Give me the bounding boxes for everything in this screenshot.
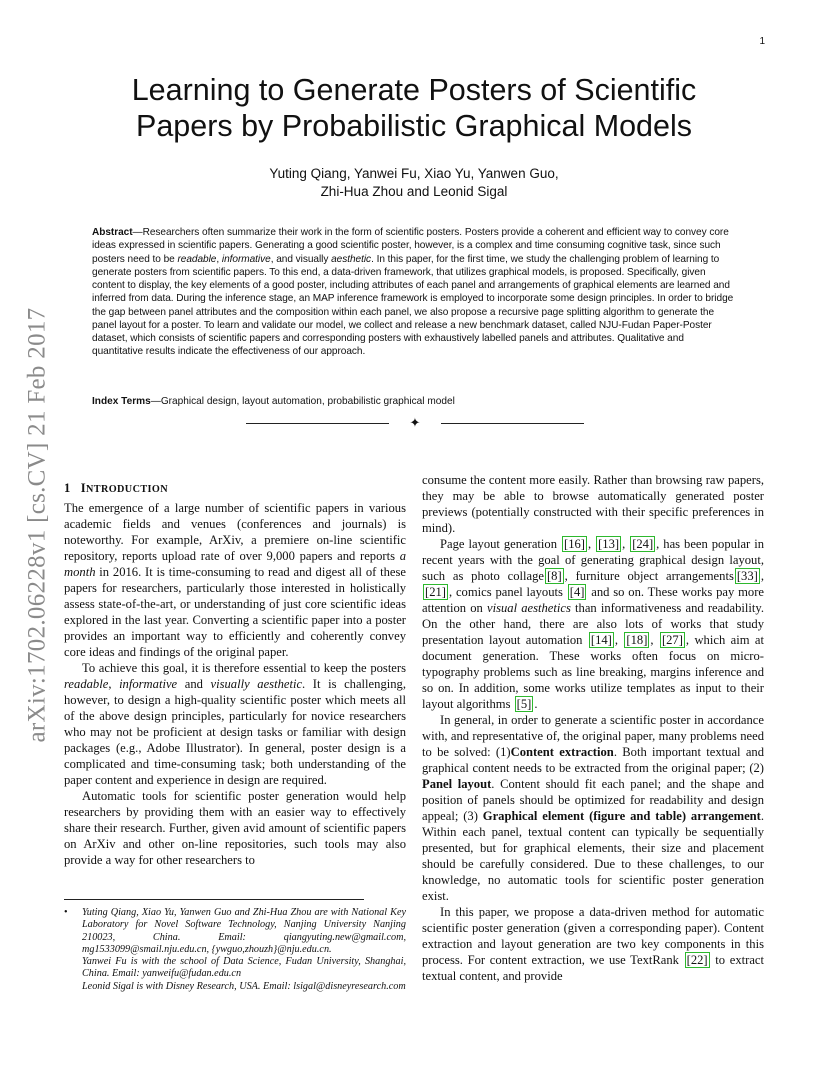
text-run: , furniture object arrangements	[564, 569, 734, 583]
abstract-text-b: . In this paper, for the first time, we study the challenging problem of learning to generate posters from scientific papers. To this end, a data-driven framework, that utilizes graphical models, is proposed. Specifically, given content to display, the key elements of a good poster, including attributes of each panel and arrangements of graphical elements are learned and inferred from data. During the inference stage, an MAP inference framework is employed to incorporate some design principles. In order to bridge the gap between panel attributes and the composition within each panel, we also propose a recursive page splitting algorithm to generate the panel layout for a poster. To learn and validate our model, we collect and release a new benchmark dataset, called NJU-Fudan Paper-Poster dataset, which consists of scientific papers and corresponding posters with exhaustively labelled panels and attributes. Qualitative and quantitative results indicate the effectiveness of our approach.	[92, 253, 734, 358]
citation-8[interactable]: [8]	[546, 569, 562, 583]
title-line-1: Learning to Generate Posters of Scientific	[131, 73, 697, 107]
section-title-initial: I	[80, 481, 87, 495]
right-paragraph-1: consume the content more easily. Rather than browsing raw papers, they may be able to browse automatically generated poster previews (potentially constructed with their specific preferences in mind).	[422, 473, 764, 535]
section-heading-introduction	[64, 480, 406, 498]
bold-panel-layout: Panel layout	[422, 777, 492, 791]
index-terms-text: Graphical design, layout automation, probabilistic graphical model	[160, 396, 455, 407]
footnote-body	[82, 907, 406, 993]
text-run: The emergence of a large number of scientific papers in various academic fields and venues (conferences and journals) is noteworthy. For example, ArXiv, a premiere on-line scientific repository, reports upload rate of over 9,000 papers and reports	[64, 501, 406, 563]
em-run: visual aesthetics	[486, 601, 571, 615]
text-run: than informativeness and readability. On the other hand, there are also lots of works that study presentation layout automation	[422, 601, 764, 647]
text-run: . Within each panel, textual content can typically be sequentially presented, but for graphical elements, their size and placement should be carefully considered. Due to these challenges, to our knowledge, no automatic tools for scientific poster generation exist.	[422, 809, 765, 903]
text-run: . Content should fit each panel; and the shape and position of panels should be optimized for readability and design appeal; (3)	[422, 777, 764, 823]
section-title-rest: NTRODUCTION	[86, 484, 168, 495]
citation-27[interactable]: [27]	[661, 633, 683, 647]
footnote-line-1: Yuting Qiang, Xiao Yu, Yanwen Guo and Zhi-Hua Zhou are with National Key Laboratory for Novel Software Technology, Nanjing University Nanjing 210023, China. Email: qiangyuting.new@gmail.com, mg1533099@smail.nju.edu.cn, {ywguo,zhouzh}@nju.edu.cn.	[82, 907, 406, 955]
citation-24[interactable]: [24]	[632, 537, 654, 551]
divider-rule-right	[441, 423, 584, 424]
text-run: ,	[108, 677, 120, 691]
citation-5[interactable]: [5]	[516, 697, 532, 711]
divider-diamond-icon: ✦	[409, 415, 421, 430]
text-run: , comics panel layouts	[448, 585, 567, 599]
section-divider	[246, 415, 584, 431]
citation-16[interactable]: [16]	[564, 537, 585, 551]
right-paragraph-4	[422, 904, 764, 984]
text-run: ,	[622, 537, 630, 551]
citation-22[interactable]: [22]	[686, 953, 708, 967]
text-run: ,	[614, 633, 624, 647]
right-paragraph-3	[422, 712, 764, 904]
citation-13[interactable]: [13]	[598, 537, 620, 551]
text-run: , has been popular in recent years with the goal of generating graphical design layout, such as photo collage	[422, 537, 764, 583]
text-run: Page layout generation	[440, 537, 561, 551]
footnote-line-2: Yanwei Fu is with the school of Data Science, Fudan University, Shanghai, China. Email: yanweifu@fudan.edu.cn	[82, 956, 406, 980]
authors-line-2: Zhi-Hua Zhou and Leonid Sigal	[320, 184, 508, 199]
em-run: informative	[119, 677, 178, 691]
bold-graphical-element: Graphical element (figure and table) arrangement	[482, 809, 761, 823]
em-run: readable	[64, 677, 109, 691]
bold-content-extraction: Content extraction	[510, 745, 614, 759]
abstract-label: Abstract	[92, 227, 133, 238]
left-column	[64, 480, 406, 868]
text-run: In this paper, we propose a data-driven method for automatic scientific poster generation (given a corresponding paper). Content extraction and layout generation are two key components in this process. For content extraction, we use TextRank	[422, 905, 764, 967]
text-run: in 2016. It is time-consuming to read and digest all of these papers for researchers, particularly those interested in holistically assess state-of-the-art, or understanding of just core scientific ideas explored in the last year. Converting a scientific paper into a poster provides an important way to efficiently and coherently convey core ideas and findings of the original paper.	[64, 565, 406, 659]
left-paragraph-3: Automatic tools for scientific poster generation would help researchers by providing them with an easier way to effectively share their research. Further, given avid amount of scientific papers on ArXiv and other on-line repositories, such tools may also provide a way for other researchers to	[64, 789, 406, 867]
left-paragraph-1	[64, 500, 406, 660]
abstract-em-aesthetic: aesthetic	[331, 253, 372, 265]
footnote-line-3: Leonid Sigal is with Disney Research, USA. Email: lsigal@disneyresearch.com	[82, 980, 406, 992]
text-run: . It is challenging, however, to design a high-quality scientific poster which meets all of the above design principles, particularly for novice researchers who may not be proficient at design tasks or familiar with design packages (e.g., Adobe Illustrator). In general, poster design is a complicated and time-consuming task; both understanding of the paper content and experience in design are required.	[64, 677, 406, 787]
left-paragraph-2	[64, 660, 406, 788]
index-terms-dash: —	[150, 396, 161, 407]
text-run: and so on. These works pay more attention on	[422, 585, 764, 615]
author-list	[90, 165, 738, 201]
abstract-em-informative: informative	[221, 253, 271, 265]
right-column	[422, 472, 764, 984]
abstract-sep-2: , and visually	[270, 253, 332, 265]
bullet-icon: •	[64, 907, 68, 918]
index-terms-label: Index Terms	[92, 396, 151, 407]
section-number: 1	[64, 481, 71, 495]
text-run: and	[177, 677, 211, 691]
citation-18[interactable]: [18]	[626, 633, 648, 647]
paper-title	[70, 72, 758, 144]
divider-rule-left	[246, 423, 389, 424]
index-terms	[92, 395, 736, 408]
abstract-dash: —	[132, 227, 143, 238]
authors-line-1: Yuting Qiang, Yanwei Fu, Xiao Yu, Yanwen Guo,	[269, 166, 559, 181]
citation-4[interactable]: [4]	[569, 585, 585, 599]
text-run: ,	[760, 569, 764, 583]
citation-33[interactable]: [33]	[736, 569, 758, 583]
abstract-sep-1: ,	[216, 253, 222, 265]
text-run: To achieve this goal, it is therefore essential to keep the posters	[82, 661, 406, 675]
author-affiliations-footnote	[64, 907, 406, 993]
text-run: to extract textual content, and provide	[422, 953, 764, 983]
abstract-em-readable: readable	[177, 253, 217, 265]
right-paragraph-2	[422, 536, 764, 712]
em-run: a month	[64, 549, 406, 579]
text-run: .	[534, 697, 538, 711]
text-run: In general, in order to generate a scientific poster in accordance with, and representative of, the original paper, many problems need to be solved: (1)	[422, 713, 764, 759]
abstract	[92, 226, 736, 359]
title-line-2: Papers by Probabilistic Graphical Models	[135, 109, 693, 143]
text-run: , which aim at document generation. These works often focus on micro-typography problems such as line breaking, margins inference and so on. In addition, some works utilize templates as input to their layout algorithms	[422, 633, 764, 711]
text-run: ,	[650, 633, 659, 647]
citation-21[interactable]: [21]	[425, 585, 446, 599]
citation-14[interactable]: [14]	[590, 633, 612, 647]
em-run: visually aesthetic	[210, 677, 303, 691]
text-run: . Both important textual and graphical content needs to be extracted from the original paper; (2)	[422, 745, 764, 775]
footnote-rule	[64, 899, 364, 900]
abstract-text-a: Researchers often summarize their work in the form of scientific posters. Posters provide a coherent and efficient way to convey core ideas expressed in scientific papers. Generating a good scientific poster, however, is a complex and time consuming cognitive task, since such posters need to be	[92, 227, 729, 265]
page-number: 1	[759, 36, 765, 47]
arxiv-identifier-stamp	[22, 290, 52, 760]
text-run: ,	[587, 537, 596, 551]
arxiv-identifier: arXiv:1702.06228v1 [cs.CV] 21 Feb 2017	[23, 307, 51, 743]
